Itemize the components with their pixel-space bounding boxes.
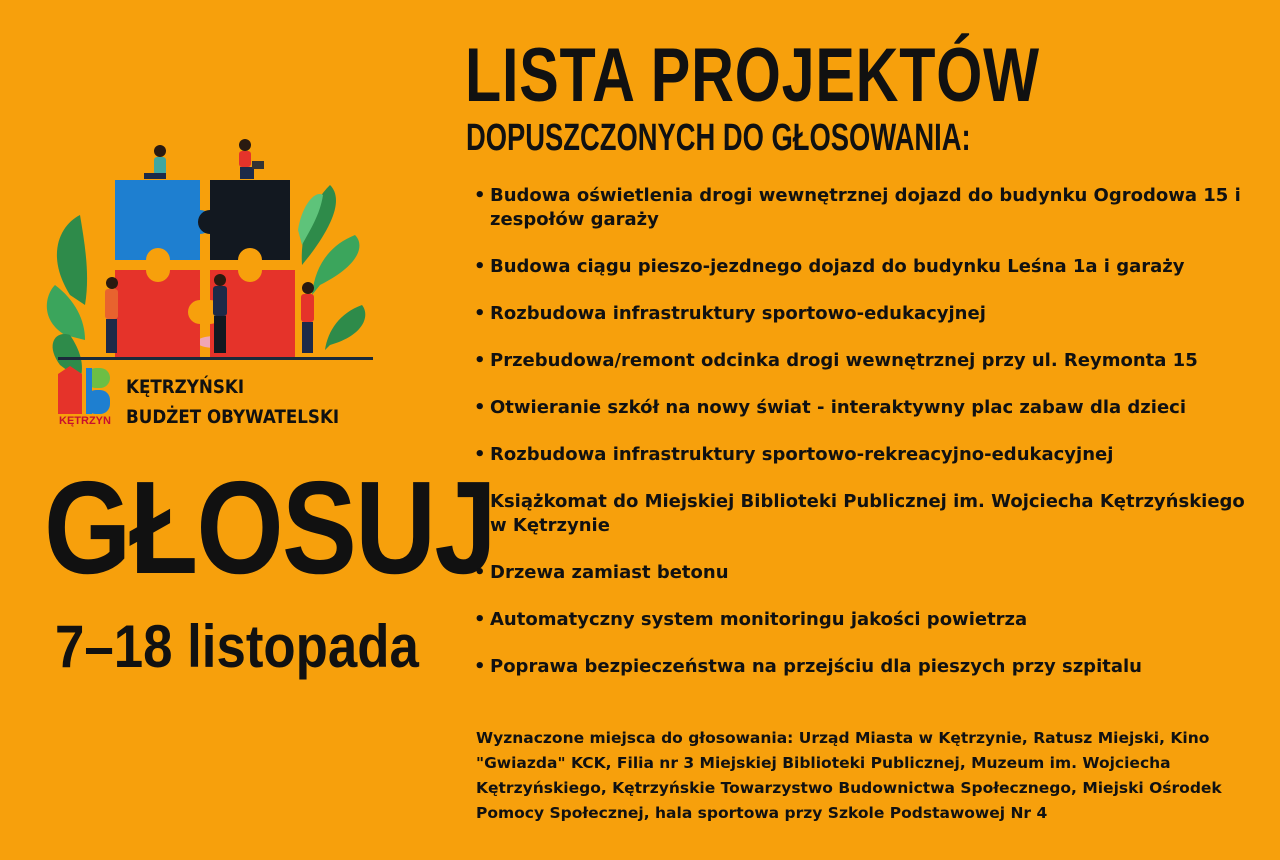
page-title: LISTA PROJEKTÓW (465, 33, 1040, 118)
page-subtitle: DOPUSZCZONYCH DO GŁOSOWANIA: (466, 117, 971, 159)
logo-line-1: KĘTRZYŃSKI (126, 376, 245, 398)
list-item: • Rozbudowa infrastruktury sportowo-rekreacyjno-edukacyjnej (472, 443, 1262, 467)
budget-logo-text (126, 372, 339, 432)
list-item: • Automatyczny system monitoringu jakości powietrza (472, 608, 1262, 632)
list-item: • Budowa oświetlenia drogi wewnętrznej dojazd do budynku Ogrodowa 15 i zespołów garaży (472, 184, 1262, 232)
project-list (472, 184, 1262, 702)
vote-headline: GŁOSUJ (44, 454, 496, 601)
city-name: KĘTRZYN (59, 415, 111, 427)
list-item: • Książkomat do Miejskiej Biblioteki Publicznej im. Wojciecha Kętrzyńskiego w Kętrzynie (472, 490, 1262, 538)
vote-dates: 7–18 listopada (55, 613, 419, 680)
list-item: • Przebudowa/remont odcinka drogi wewnętrznej przy ul. Reymonta 15 (472, 349, 1262, 373)
puzzle-red-left-icon (115, 270, 200, 357)
puzzle-blue-icon (115, 180, 212, 260)
voting-places: Wyznaczone miejsca do głosowania: Urząd Miasta w Kętrzynie, Ratusz Miejski, Kino "Gwiazda" KCK, Filia nr 3 Miejskiej Biblioteki Publicznej, Muzeum im. Wojciecha Kętrzyńskiego, Kętrzyńskie Towarzystwo Budownictwa Społecznego, Miejski Ośrodek Pomocy Społecznej, hala sportowa przy Szkole Podstawowej Nr 4 (476, 729, 1222, 822)
list-item: • Poprawa bezpieczeństwa na przejściu dla pieszych przy szpitalu (472, 655, 1262, 679)
list-item: • Otwieranie szkół na nowy świat - interaktywny plac zabaw dla dzieci (472, 396, 1262, 420)
puzzle-black-icon (198, 180, 290, 260)
list-item: • Budowa ciągu pieszo-jezdnego dojazd do budynku Leśna 1a i garaży (472, 255, 1262, 279)
base-line (58, 357, 373, 360)
list-item: • Rozbudowa infrastruktury sportowo-edukacyjnej (472, 302, 1262, 326)
list-item: • Drzewa zamiast betonu (472, 561, 1262, 585)
logo-line-2: BUDŻET OBYWATELSKI (126, 406, 340, 428)
